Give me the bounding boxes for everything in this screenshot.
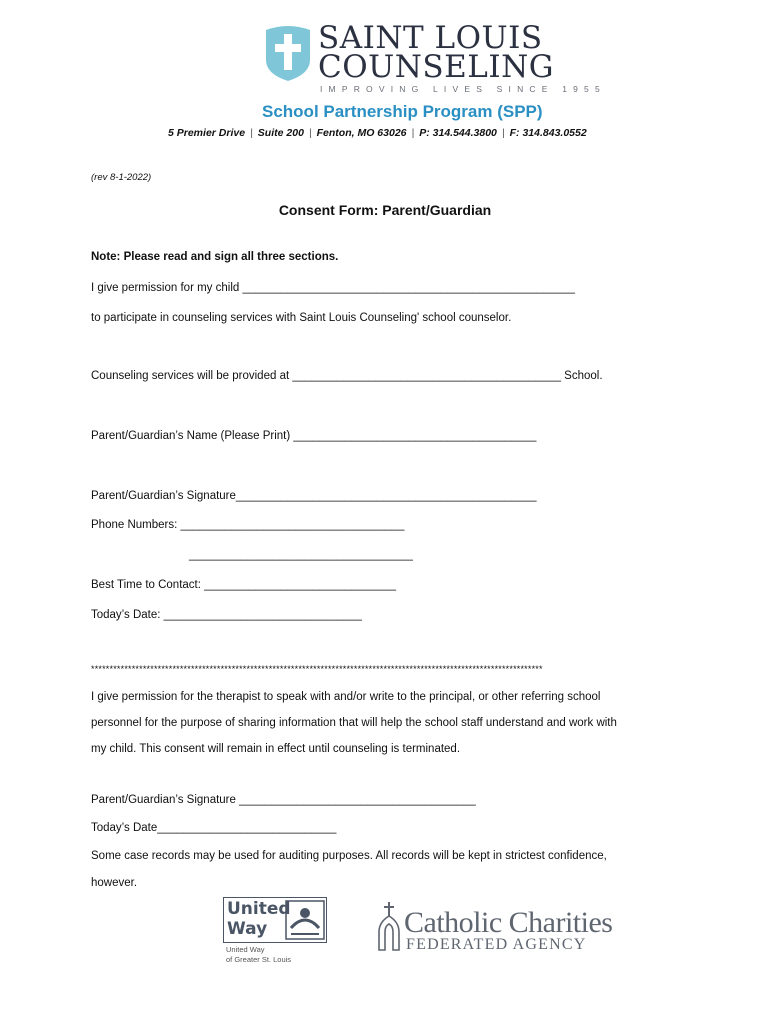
form-title: Consent Form: Parent/Guardian	[278, 202, 492, 218]
guardian-name-field[interactable]: Parent/Guardian’s Name (Please Print) ______________________________________	[91, 430, 537, 442]
section-divider: **************************************************************************************************************************	[91, 664, 543, 674]
todays-date-field-2[interactable]: Today’s Date____________________________	[91, 822, 337, 834]
therapist-consent-line1: I give permission for the therapist to speak with and/or write to the principal, or other referring school	[91, 691, 601, 703]
brand-tagline: IMPROVING LIVES SINCE 1955	[320, 84, 606, 94]
united-way-sub-line1: United Way	[226, 945, 265, 954]
brand-name-line1: SAINT LOUIS	[318, 20, 543, 56]
participate-text: to participate in counseling services with Saint Louis Counseling' school counselor.	[91, 312, 512, 324]
federated-agency-label: FEDERATED AGENCY	[406, 936, 587, 953]
revision-date: (rev 8-1-2022)	[91, 172, 152, 183]
united-way-subtitle	[226, 945, 291, 965]
best-time-field[interactable]: Best Time to Contact: ______________________________	[91, 579, 397, 591]
united-way-hand-icon	[285, 900, 325, 940]
records-notice-line1: Some case records may be used for auditing purposes. All records will be kept in strictest confidence,	[91, 850, 607, 862]
phone: P: 314.544.3800	[419, 127, 497, 139]
school-field[interactable]: Counseling services will be provided at __________________________________________ School.	[91, 370, 603, 382]
program-title: School Partnership Program (SPP)	[262, 102, 543, 121]
united-way-line2: Way	[227, 919, 268, 939]
catholic-charities-name: Catholic Charities	[404, 906, 613, 939]
logo-shield-icon	[264, 24, 312, 82]
phone-numbers-field[interactable]: Phone Numbers: ___________________________________	[91, 519, 405, 531]
brand-name-line2: COUNSELING	[318, 49, 554, 85]
phone-numbers-field-2[interactable]: ___________________________________	[189, 549, 413, 561]
suite: Suite 200	[257, 127, 304, 139]
guardian-signature-field[interactable]: Parent/Guardian’s Signature_______________________________________________	[91, 490, 537, 502]
guardian-signature-field-2[interactable]: Parent/Guardian’s Signature _____________________________________	[91, 794, 476, 806]
city: Fenton, MO 63026	[316, 127, 407, 139]
address: 5 Premier Drive	[168, 127, 246, 139]
todays-date-field[interactable]: Today’s Date: _______________________________	[91, 609, 362, 621]
child-name-field[interactable]: I give permission for my child ____________________________________________________	[91, 282, 576, 294]
records-notice-line2: however.	[91, 877, 138, 889]
contact-line: 5 Premier Drive | Suite 200 | Fenton, MO 63026 | P: 314.544.3800 | F: 314.843.0552	[168, 127, 587, 139]
form-note: Note: Please read and sign all three sections.	[91, 251, 339, 263]
united-way-line1: United	[227, 899, 291, 919]
therapist-consent-line3: my child. This consent will remain in effect until counseling is terminated.	[91, 743, 461, 755]
catholic-charities-cross-icon	[376, 900, 402, 952]
united-way-logo-text	[227, 899, 291, 939]
united-way-sub-line2: of Greater St. Louis	[226, 955, 292, 964]
fax: F: 314.843.0552	[509, 127, 587, 139]
therapist-consent-line2: personnel for the purpose of sharing information that will help the school staff understand and work with	[91, 717, 617, 729]
